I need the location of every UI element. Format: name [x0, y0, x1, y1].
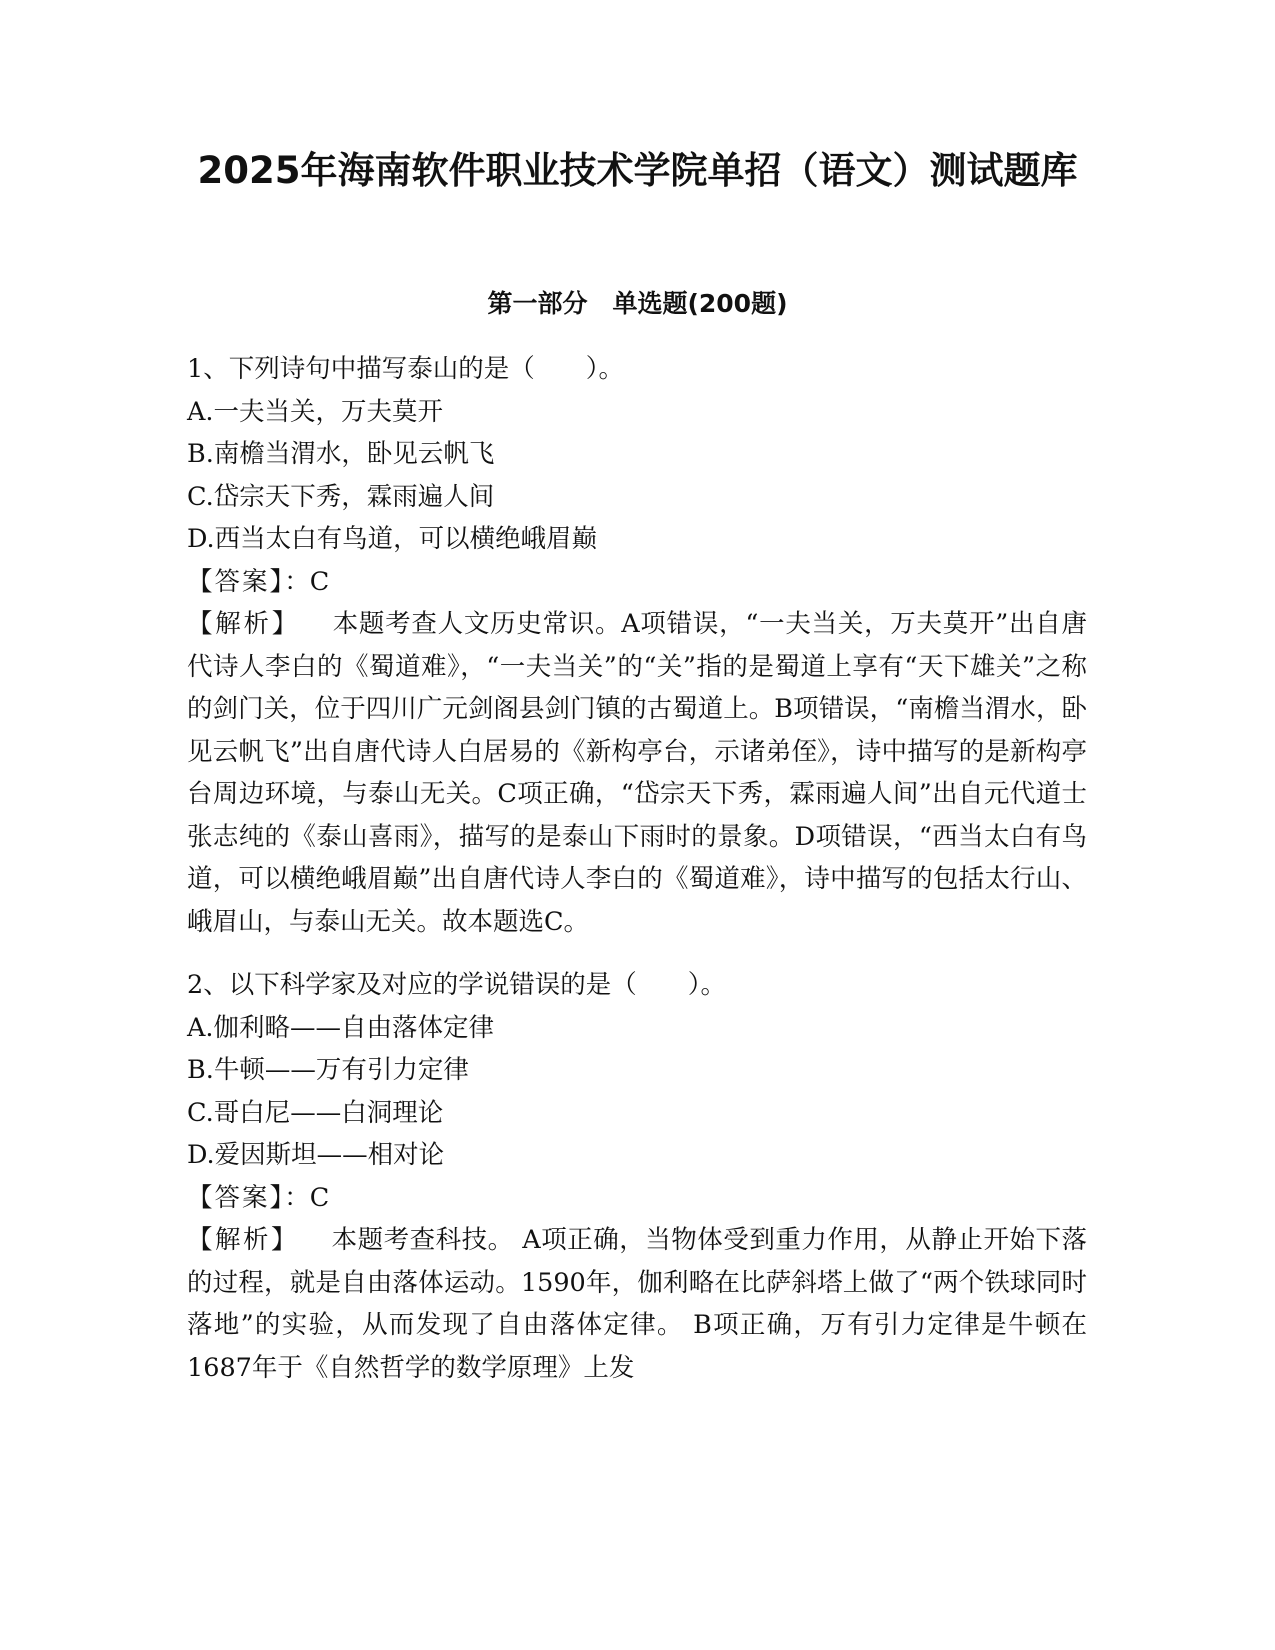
answer-line: [187, 561, 1087, 604]
option-c: C.哥白尼——白洞理论: [187, 1097, 444, 1128]
question-list: [187, 348, 1087, 1410]
analysis-paragraph: [187, 603, 1087, 943]
question-2: [187, 964, 1087, 1389]
option-b: B.牛顿——万有引力定律: [187, 1055, 469, 1085]
option-c: C.岱宗天下秀，霖雨遍人间: [187, 481, 495, 512]
option-b: B.南檐当渭水，卧见云帆飞: [187, 439, 495, 469]
answer-label: 【答案】: [187, 566, 285, 597]
document-title: 2025年海南软件职业技术学院单招（语文）测试题库: [197, 149, 1078, 192]
answer-value: ：C: [284, 1182, 330, 1213]
option-d: D.西当太白有鸟道，可以横绝峨眉巅: [187, 524, 598, 554]
section-heading: 第一部分 单选题(200题): [487, 289, 788, 318]
analysis-paragraph: [187, 1219, 1087, 1389]
answer-line: [187, 1177, 1087, 1220]
option-a: A.伽利略——自由落体定律: [187, 1012, 495, 1043]
analysis-label: 【解析】: [187, 1225, 300, 1255]
option-d: D.爱因斯坦——相对论: [187, 1140, 445, 1170]
question-stem: 1、下列诗句中描写泰山的是（ ）。: [187, 354, 624, 384]
answer-label: 【答案】: [187, 1182, 285, 1213]
analysis-text: 本题考查人文历史常识。A项错误，“一夫当关，万夫莫开”出自唐代诗人李白的《蜀道难》，“一夫当关”的“关”指的是蜀道上享有“天下雄关”之称的剑门关，位于四川广元剑阁县剑门镇的古蜀道上。B项错误，“南檐当渭水，卧见云帆飞”出自唐代诗人白居易的《新构亭台，示诸弟侄》，诗中描写的是新构亭台周边环境，与泰山无关。C项正确，“岱宗天下秀，霖雨遍人间”出自元代道士张志纯的《泰山喜雨》，描写的是泰山下雨时的景象。D项错误，“西当太白有鸟道，可以横绝峨眉巅”出自唐代诗人李白的《蜀道难》，诗中描写的包括太行山、峨眉山，与泰山无关。故本题选C。: [187, 609, 1087, 937]
question-1: [187, 348, 1087, 943]
analysis-text: 本题考查科技。 A项正确，当物体受到重力作用，从静止开始下落的过程，就是自由落体运动。1590年，伽利略在比萨斜塔上做了“两个铁球同时落地”的实验，从而发现了自由落体定律。 B项正确，万有引力定律是牛顿在1687年于《自然哲学的数学原理》上发: [187, 1225, 1087, 1383]
answer-value: ：C: [284, 566, 330, 597]
analysis-label: 【解析】: [187, 609, 300, 639]
question-stem: 2、以下科学家及对应的学说错误的是（ ）。: [187, 970, 726, 1000]
option-a: A.一夫当关，万夫莫开: [187, 396, 444, 427]
